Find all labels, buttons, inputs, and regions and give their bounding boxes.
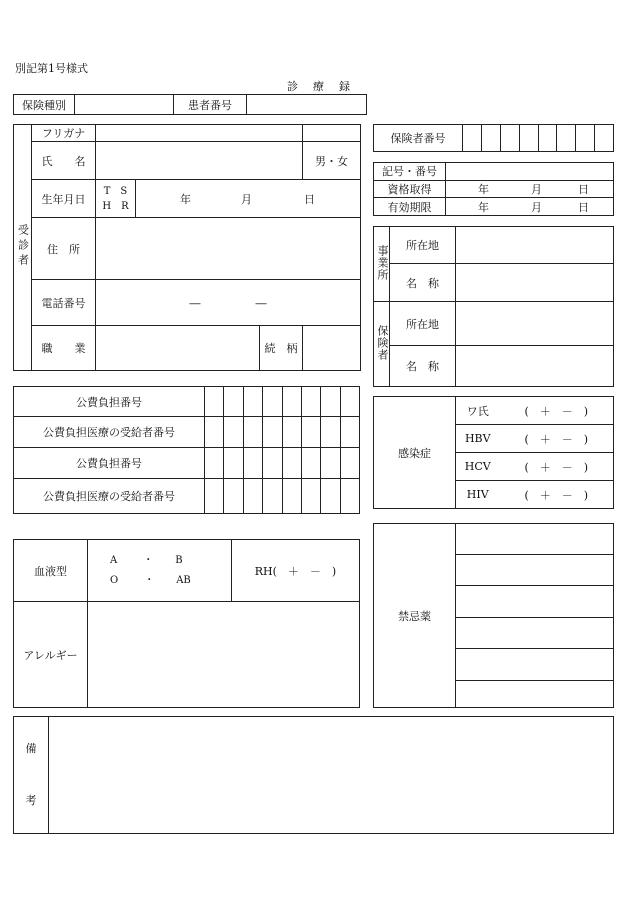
qualification-table: [373, 162, 614, 216]
public-burden-no-label: 公費負担番号: [14, 387, 205, 417]
day-label: 日: [304, 192, 315, 206]
furigana-label: フリガナ: [32, 125, 96, 142]
furigana-field[interactable]: [96, 125, 303, 142]
office-name-field[interactable]: [456, 264, 614, 302]
digit-cell[interactable]: [301, 479, 320, 514]
valid-label: 有効期限: [374, 198, 446, 216]
insurance-type-field[interactable]: [75, 95, 174, 115]
blood-ab: AB: [176, 574, 191, 586]
digit-cell[interactable]: [301, 417, 320, 448]
digit-cell[interactable]: [243, 448, 262, 479]
digit-cell[interactable]: [321, 448, 340, 479]
remarks-char-2: 考: [25, 794, 37, 807]
job-label: 職 業: [32, 326, 96, 371]
insurer-digit[interactable]: [463, 125, 482, 152]
furigana-extra: [303, 125, 361, 142]
phone-field[interactable]: ― ―: [96, 280, 361, 326]
remarks-char-1: 備: [25, 742, 37, 755]
patient-no-label: 患者番号: [174, 95, 247, 115]
name-label: 氏 名: [32, 142, 96, 180]
blood-dot: ・: [143, 554, 154, 566]
digit-cell[interactable]: [321, 387, 340, 417]
valid-date-field[interactable]: [446, 198, 614, 216]
infection-name: HCV: [456, 453, 500, 481]
office-table: [373, 226, 614, 387]
infection-name: ワ氏: [456, 397, 500, 425]
contra-label: 禁忌薬: [374, 524, 456, 708]
office-location-label: 所在地: [390, 227, 456, 264]
insurance-type-label: 保険種別: [14, 95, 75, 115]
insurer-digit[interactable]: [481, 125, 500, 152]
infection-label: 感染症: [374, 397, 456, 509]
insurer-digit[interactable]: [576, 125, 595, 152]
recipient-no-label: 公費負担医療の受給者番号: [14, 479, 205, 514]
relation-field[interactable]: [303, 326, 361, 371]
era-row-2: H R: [102, 200, 129, 212]
contra-row[interactable]: [456, 681, 614, 708]
digit-cell[interactable]: [321, 479, 340, 514]
blood-type-label: 血液型: [14, 540, 88, 602]
blood-a: A: [110, 554, 118, 566]
digit-cell[interactable]: [243, 479, 262, 514]
insurer-digit[interactable]: [519, 125, 538, 152]
insurer-digit[interactable]: [557, 125, 576, 152]
insurer-no-label: 保険者番号: [374, 125, 463, 152]
remarks-label: [14, 717, 49, 834]
relation-label: 続 柄: [260, 326, 303, 371]
phone-label: 電話番号: [32, 280, 96, 326]
contra-row[interactable]: [456, 524, 614, 555]
insurer-name-label: 名 称: [390, 346, 456, 387]
digit-cell[interactable]: [321, 417, 340, 448]
contra-row[interactable]: [456, 555, 614, 586]
year-label: 年: [478, 200, 489, 214]
office-side-label: 事業所: [374, 227, 390, 302]
digit-cell[interactable]: [243, 417, 262, 448]
infection-name: HIV: [456, 481, 500, 509]
digit-cell[interactable]: [282, 479, 301, 514]
sex-selector[interactable]: 男・女: [303, 142, 361, 180]
digit-cell[interactable]: [282, 417, 301, 448]
year-label: 年: [180, 192, 191, 206]
insurer-location-field[interactable]: [456, 302, 614, 346]
top-info-table: [13, 94, 367, 115]
digit-cell[interactable]: [243, 387, 262, 417]
contra-row[interactable]: [456, 586, 614, 618]
insurer-side-label: 保険者: [374, 302, 390, 387]
office-name-label: 名 称: [390, 264, 456, 302]
remarks-field[interactable]: [49, 717, 614, 834]
month-label: 月: [531, 200, 542, 214]
symbol-no-label: 記号・番号: [374, 163, 446, 181]
patient-no-field[interactable]: [247, 95, 367, 115]
digit-cell[interactable]: [263, 387, 282, 417]
blood-b: B: [175, 554, 183, 566]
era-selector[interactable]: [96, 180, 136, 218]
page-title: 診 療 録: [287, 80, 352, 93]
digit-cell[interactable]: [205, 448, 224, 479]
digit-cell[interactable]: [301, 448, 320, 479]
year-label: 年: [478, 182, 489, 196]
qualified-label: 資格取得: [374, 180, 446, 198]
blood-dot: ・: [144, 574, 155, 586]
insurer-name-field[interactable]: [456, 346, 614, 387]
patient-side-label: 受診者: [14, 125, 32, 371]
month-label: 月: [531, 182, 542, 196]
digit-cell[interactable]: [205, 417, 224, 448]
digit-cell[interactable]: [340, 448, 359, 479]
digit-cell[interactable]: [282, 387, 301, 417]
contra-row[interactable]: [456, 649, 614, 681]
job-field[interactable]: [96, 326, 260, 371]
infection-result-selector[interactable]: ( ＋ － ): [500, 453, 614, 481]
digit-cell[interactable]: [224, 479, 243, 514]
digit-cell[interactable]: [205, 479, 224, 514]
remarks-table: [13, 716, 614, 834]
insurer-location-label: 所在地: [390, 302, 456, 346]
digit-cell[interactable]: [340, 479, 359, 514]
infection-result-selector[interactable]: ( ＋ － ): [500, 481, 614, 509]
digit-cell[interactable]: [340, 417, 359, 448]
infection-table: [373, 396, 614, 509]
form-number: 別記第1号様式: [15, 62, 88, 75]
digit-cell[interactable]: [263, 448, 282, 479]
era-row-1: T S: [103, 185, 128, 197]
birth-label: 生年月日: [32, 180, 96, 218]
digit-cell[interactable]: [263, 479, 282, 514]
allergy-field[interactable]: [88, 602, 360, 708]
address-field[interactable]: [96, 218, 361, 280]
allergy-label: アレルギー: [14, 602, 88, 708]
digit-cell[interactable]: [340, 387, 359, 417]
birth-date-field[interactable]: [136, 180, 361, 218]
insurer-no-table: [373, 124, 614, 152]
recipient-no-label: 公費負担医療の受給者番号: [14, 417, 205, 448]
contra-row[interactable]: [456, 618, 614, 649]
month-label: 月: [241, 192, 252, 206]
digit-cell[interactable]: [282, 448, 301, 479]
digit-cell[interactable]: [224, 387, 243, 417]
blood-allergy-table: [13, 539, 360, 708]
public-burden-table: [13, 386, 360, 514]
digit-cell[interactable]: [301, 387, 320, 417]
patient-table: [13, 124, 361, 371]
office-location-field[interactable]: [456, 227, 614, 264]
insurer-digit[interactable]: [500, 125, 519, 152]
blood-o: O: [110, 574, 119, 586]
blood-type-selector[interactable]: [88, 540, 232, 602]
digit-cell[interactable]: [263, 417, 282, 448]
insurer-digit[interactable]: [595, 125, 614, 152]
rh-selector[interactable]: RH( ＋ － ): [232, 540, 360, 602]
day-label: 日: [578, 200, 589, 214]
infection-name: HBV: [456, 425, 500, 453]
digit-cell[interactable]: [224, 448, 243, 479]
qualified-date-field[interactable]: [446, 180, 614, 198]
name-field[interactable]: [96, 142, 303, 180]
public-burden-no-label: 公費負担番号: [14, 448, 205, 479]
insurer-digit[interactable]: [538, 125, 557, 152]
digit-cell[interactable]: [224, 417, 243, 448]
digit-cell[interactable]: [205, 387, 224, 417]
symbol-no-field[interactable]: [446, 163, 614, 181]
infection-result-selector[interactable]: ( ＋ － ): [500, 397, 614, 425]
address-label: 住 所: [32, 218, 96, 280]
infection-result-selector[interactable]: ( ＋ － ): [500, 425, 614, 453]
contra-table: [373, 523, 614, 708]
day-label: 日: [578, 182, 589, 196]
